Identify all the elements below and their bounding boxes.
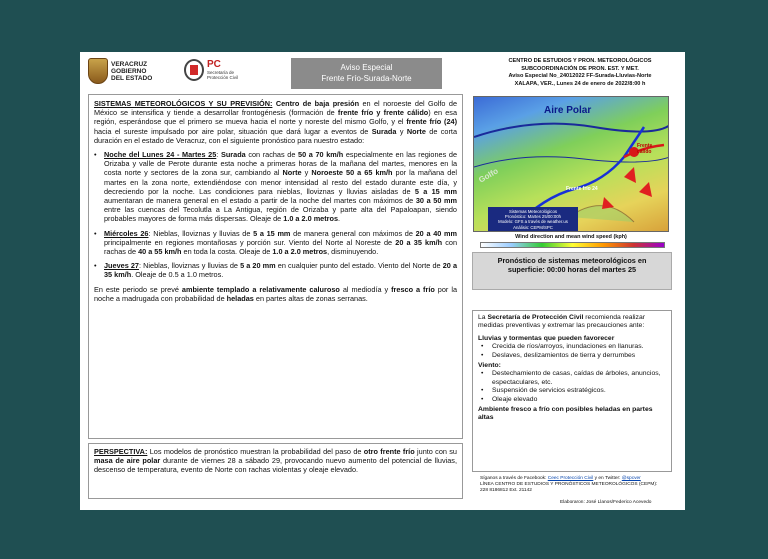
header: [80, 56, 685, 94]
coat-of-arms-icon: [88, 58, 108, 84]
wind-arrow-icon: [602, 197, 614, 209]
map-caption: Pronóstico de sistemas meteorológicos en superficie: 00:00 horas del martes 25: [472, 252, 672, 290]
forecast-list: [94, 150, 457, 280]
contact-footer: Síganos a través de Facebook: Ceec Protección Civil y en Twitter: @spcver LÍNEA CENTRO DE ESTUDIOS Y PRONÓSTICOS METEOROLÓGICOS (CEPM): 228 8186812 Ext. 21142: [480, 476, 658, 494]
authors-credit: Elaboraron: José Llanos/Federico Acevedo: [560, 500, 652, 505]
aviso-banner: Aviso Especial Frente Frío-Surada-Norte: [291, 58, 442, 89]
forecast-main-box: [88, 94, 463, 439]
list-item: • Suspensión de servicios estratégicos.: [478, 387, 666, 395]
isobar-line: [474, 157, 669, 167]
wind-legend-title: Wind direction and mean wind speed (kph): [515, 234, 627, 240]
recommendations-box: La Secretaría de Protección Civil recomienda realizar medidas preventivas y extremar las precauciones ante: Lluvias y tormentas que pueden favorecer • Crecida de ríos/arroyos, inundaciones en llanuras. • Deslaves, deslizamientos de tierra y derrumbes Viento: • Destechamiento de casas, caídas de árboles, anuncios, espectaculares, etc. • Suspensión de servicios estratégicos. • Oleaje elevado Ambiente fresco a frío con posibles heladas en partes altas: [472, 310, 672, 472]
veracruz-logo: [88, 58, 152, 84]
list-item: • Crecida de ríos/arroyos, inundaciones en llanuras.: [478, 343, 666, 351]
land-outline: [569, 206, 634, 222]
closing-paragraph: En este periodo se prevé ambiente templado a relativamente caluroso al mediodía y fresco a frío por la noche a madrugada con probabilidad de heladas en partes altas de zonas serranas.: [94, 284, 457, 303]
wind-arrow-icon: [639, 182, 652, 197]
wind-risks-list: [478, 370, 666, 404]
proteccion-civil-icon: [184, 59, 204, 81]
facebook-link[interactable]: Ceec Protección Civil: [547, 476, 594, 481]
map-info-box: Sistemas Meteorológicos Pronóstico: Martes 25/00:00h Modelo: GFS a través de weather.us Análisis: CEPM/SPC: [488, 207, 578, 232]
recommendations-intro: La Secretaría de Protección Civil recomienda realizar medidas preventivas y extremar las precauciones ante:: [478, 314, 645, 330]
forecast-item-lunes-martes: • Noche del Lunes 24 - Martes 25: Surada con rachas de 50 a 70 km/h especialmente en las regiones de Orizaba y valle de Perote durante esta noche a primeras horas de la mañana del martes, menores en la costa norte y sectores de la zona sur, cambiando al Norte y Noroeste 50 a 65 km/h por la mañana del martes en la zona norte, extendiéndose con menor intensidad al resto del estado durante este día, y decreciendo por la noche. Las condiciones para nieblas, lloviznas y lluvias aisladas de 5 a 15 mm aumentaran de manera general en el estado a partir de la noche del martes con máximos de 30 a 50 mm entre las cuencas del Tecolutla a La Antigua, región de Orizaba y parte alta del Papaloapan, siendo probables mayores de forma más dispersas. Oleaje de 1.0 a 2.0 metros.: [94, 150, 457, 224]
wind-speed-legend: [480, 242, 665, 248]
proteccion-civil-logo: PC Secretaría de Protección Civil: [184, 59, 238, 81]
forecast-item-jueves: • Jueves 27: Nieblas, lloviznas y lluvias de 5 a 20 mm en cualquier punto del estado. Viento del Norte de 20 a 35 km/h. Oleaje de 0.5 a 1.0 metros.: [94, 261, 457, 279]
list-item: • Oleaje elevado: [478, 396, 666, 404]
forecast-item-miercoles: • Miércoles 26: Nieblas, lloviznas y lluvias de 5 a 15 mm de manera general con máximos de 20 a 40 mm principalmente en regiones montañosas y porción sur. Viento del Norte al Noreste de 20 a 35 km/h con rachas de 40 a 55 km/h en toda la costa. Oleaje de 1.0 a 2.0 metros, disminuyendo.: [94, 229, 457, 257]
center-info: CENTRO DE ESTUDIOS Y PRON. METEOROLÓGICOS SUBCOORDINACIÓN DE PRON. EST. Y MET. Aviso Especial No_24012022 FF-Surada-Lluvias-Norte XALAPA, VER., Lunes 24 de enero de 2022/8:00 h: [508, 58, 652, 87]
twitter-link[interactable]: @spcver: [621, 476, 641, 481]
rain-risks-list: [478, 343, 666, 360]
perspectiva-box: PERSPECTIVA: Los modelos de pronóstico muestran la probabilidad del paso de otro frente frío junto con su masa de aire polar durante de viernes 28 a sábado 29, provocando nuevo aumento del potencial de lluvias, descenso de temperatura, evento de Norte con rachas violentas y oleaje elevado.: [88, 443, 463, 499]
weather-map: Aire Polar Golfo Frente cálido Frente frío 24 Sistemas Meteorológicos Pronóstico: Martes 25/00:00h Modelo: GFS a través de weather.us Análisis: CEPM/SPC: [473, 96, 669, 232]
list-item: • Deslaves, deslizamientos de tierra y derrumbes: [478, 352, 666, 360]
list-item: • Destechamiento de casas, caídas de árboles, anuncios, espectaculares, etc.: [478, 370, 666, 387]
wind-arrow-icon: [624, 167, 636, 183]
intro-paragraph: SISTEMAS METEOROLÓGICOS Y SU PREVISIÓN: Centro de baja presión en el noroeste del Golfo de México se intensifica y tiende a desarrollar frontogénesis (formación de frente frío y frente cálido) en esa región, esperándose que el primero se mueva hacia el norte y noreste del mismo Golfo, y el frente frío (24) hacia el sureste impulsado por aire polar, situación que dará lugar a eventos de Surada y Norte de corta duración en el estado de Veracruz, con el siguiente pronóstico para nuestro estado:: [94, 99, 458, 145]
bulletin-sheet: [80, 52, 685, 510]
veracruz-logo-text: VERACRUZ GOBIERNO DEL ESTADO: [111, 60, 153, 82]
